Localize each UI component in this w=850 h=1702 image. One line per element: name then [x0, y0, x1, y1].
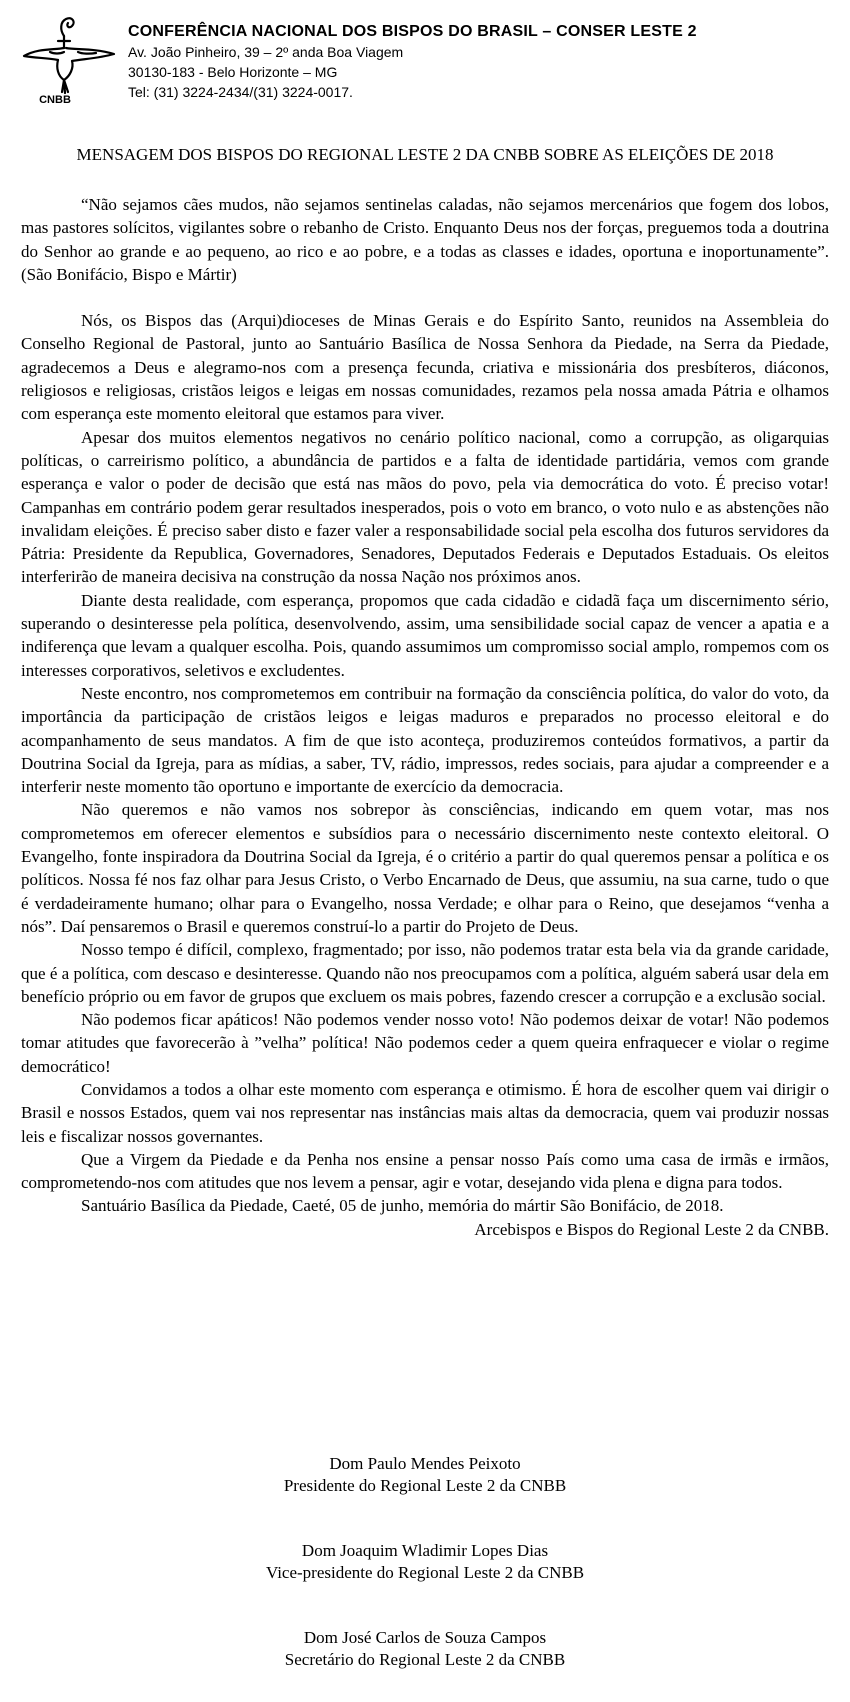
paragraph: Nós, os Bispos das (Arqui)dioceses de Minas Gerais e do Espírito Santo, reunidos na Assembleia do Conselho Regional de Pastoral, junto ao Santuário Basílica de Nossa Senhora da Piedade, na Serra da Piedade, agradecemos a Deus e alegramo-nos com a presença fecunda, criativa e missionária dos presbíteros, diáconos, religiosos e religiosas, cristãos leigos e leigas em nossas comunidades, rezamos pela nossa amada Pátria e olhamos com esperança este momento eleitoral que estamos para viver. — [21, 311, 829, 424]
letterhead-info — [128, 22, 697, 102]
paragraph: Não queremos e não vamos nos sobrepor às consciências, indicando em quem votar, mas nos comprometemos em oferecer elementos e subsídios para o necessário discernimento neste contexto eleitoral. O Evangelho, fonte inspiradora da Doutrina Social da Igreja, é o critério a partir do qual queremos pensar a política e os políticos. Nossa fé nos faz olhar para Jesus Cristo, o Verbo Encarnado de Deus, que assumiu, na sua carne, tudo o que é verdadeiramente humano; olhar para o Evangelho, nossa Verdade; e olhar para o Reino, que desejamos “venha a nós”. Daí pensaremos o Brasil e queremos construí-lo a partir do Projeto de Deus. — [21, 800, 829, 936]
paragraph: Diante desta realidade, com esperança, propomos que cada cidadão e cidadã faça um discernimento sério, superando o desinteresse pela política, desenvolvendo, assim, uma sensibilidade social capaz de vencer a apatia e a indiferença que levam a qualquer escolha. Pois, quando assumimos um compromisso social amplo, rompemos com os interesses corporativos, seletivos e excludentes. — [21, 590, 829, 680]
signature-block — [0, 1627, 850, 1671]
signer-name: Dom José Carlos de Souza Campos — [303, 1628, 547, 1647]
place-date: Santuário Basílica da Piedade, Caeté, 05 de junho, memória do mártir São Bonifácio, de 2018. — [81, 1196, 724, 1216]
paragraph: Apesar dos muitos elementos negativos no cenário político nacional, como a corrupção, as oligarquias políticas, o carreirismo político, a abundância de partidos e a falta de identidade partidária, vemos com grande esperança e valor o poder de decisão que está nas mãos do povo, pela via democrática do voto. É preciso votar! Campanhas em contrário podem gerar resultados inesperados, pois o voto em branco, o voto nulo e as abstenções não invalidam eleições. É preciso saber disto e fazer valer a responsabilidade social pela escolha dos futuros servidores da Pátria: Presidente da Republica, Governadores, Senadores, Deputados Federais e Deputados Estaduais. Os eleitos interferirão de maneira decisiva na construção da nossa Nação nos próximos anos. — [21, 427, 829, 587]
signer-name: Dom Paulo Mendes Peixoto — [329, 1454, 521, 1473]
epigraph: “Não sejamos cães mudos, não sejamos sentinelas caladas, não sejamos mercenários que fogem dos lobos, mas pastores solícitos, vigilantes sobre o rebanho de Cristo. Enquanto Deus nos der forças, preguemos toda a doutrina do Senhor ao grande e ao pequeno, ao rico e ao pobre, e a todas as classes e idades, oportuna e inoportunamente”. (São Bonifácio, Bispo e Mártir) — [21, 195, 829, 284]
logo-text: CNBB — [39, 94, 71, 106]
paragraph: Convidamos a todos a olhar este momento com esperança e otimismo. É hora de escolher quem vai dirigir o Brasil e nossos Estados, quem vai nos representar nas instâncias mais altas da democracia, quem vai produzir nossas leis e fiscalizar nossos governantes. — [21, 1079, 829, 1146]
signer-role: Presidente do Regional Leste 2 da CNBB — [283, 1476, 567, 1495]
address-line-1: Av. João Pinheiro, 39 – 2º anda Boa Viagem — [128, 44, 404, 60]
signature-block — [0, 1540, 850, 1584]
phone-line: Tel: (31) 3224-2434/(31) 3224-0017. — [128, 84, 353, 100]
signature-block — [0, 1453, 850, 1497]
paragraph: Não podemos ficar apáticos! Não podemos vender nosso voto! Não podemos deixar de votar! Não podemos tomar atitudes que favorecerão à ”velha” política! Não podemos ceder a quem queira enfraquecer e violar o regime democrático! — [21, 1010, 829, 1076]
cnbb-logo — [20, 14, 118, 110]
document-title: MENSAGEM DOS BISPOS DO REGIONAL LESTE 2 DA CNBB SOBRE AS ELEIÇÕES DE 2018 — [76, 145, 774, 164]
signer-name: Dom Joaquim Wladimir Lopes Dias — [301, 1541, 549, 1560]
dove-cross-icon — [20, 14, 118, 96]
letterhead — [20, 14, 830, 114]
message-body — [21, 193, 829, 1241]
signer-role: Vice-presidente do Regional Leste 2 da CNBB — [265, 1563, 585, 1582]
signer-role: Secretário do Regional Leste 2 da CNBB — [284, 1650, 566, 1669]
organization-name: CONFERÊNCIA NACIONAL DOS BISPOS DO BRASIL – CONSER LESTE 2 — [128, 23, 697, 40]
address-line-2: 30130-183 - Belo Horizonte – MG — [128, 64, 338, 80]
paragraph: Nosso tempo é difícil, complexo, fragmentado; por isso, não podemos tratar esta bela via da grande caridade, que é a política, com descaso e desinteresse. Quando não nos preocupamos com a política, alguém saberá usar dela em benefício próprio ou em favor de grupos que excluem os mais pobres, fazendo crescer a corrupção e a exclusão social. — [21, 940, 829, 1006]
paragraph: Neste encontro, nos comprometemos em contribuir na formação da consciência política, do valor do voto, da importância da participação de cristãos leigos e leigas maduros e preparados no processo eleitoral e do acompanhamento de seus mandatos. A fim de que isto aconteça, produziremos conteúdos formativos, a partir da Doutrina Social da Igreja, para as mídias, a saber, TV, rádio, impressos, redes sociais, para ajudar a compreender e a interferir neste momento tão oportuno e importante de exercício da democracia. — [21, 683, 829, 797]
signed-by: Arcebispos e Bispos do Regional Leste 2 da CNBB. — [474, 1219, 829, 1239]
paragraph: Que a Virgem da Piedade e da Penha nos ensine a pensar nosso País como uma casa de irmãs e irmãos, comprometendo-nos com atitudes que nos levem a pensar, agir e votar, desejando vida plena e digna para todos. — [21, 1149, 829, 1193]
